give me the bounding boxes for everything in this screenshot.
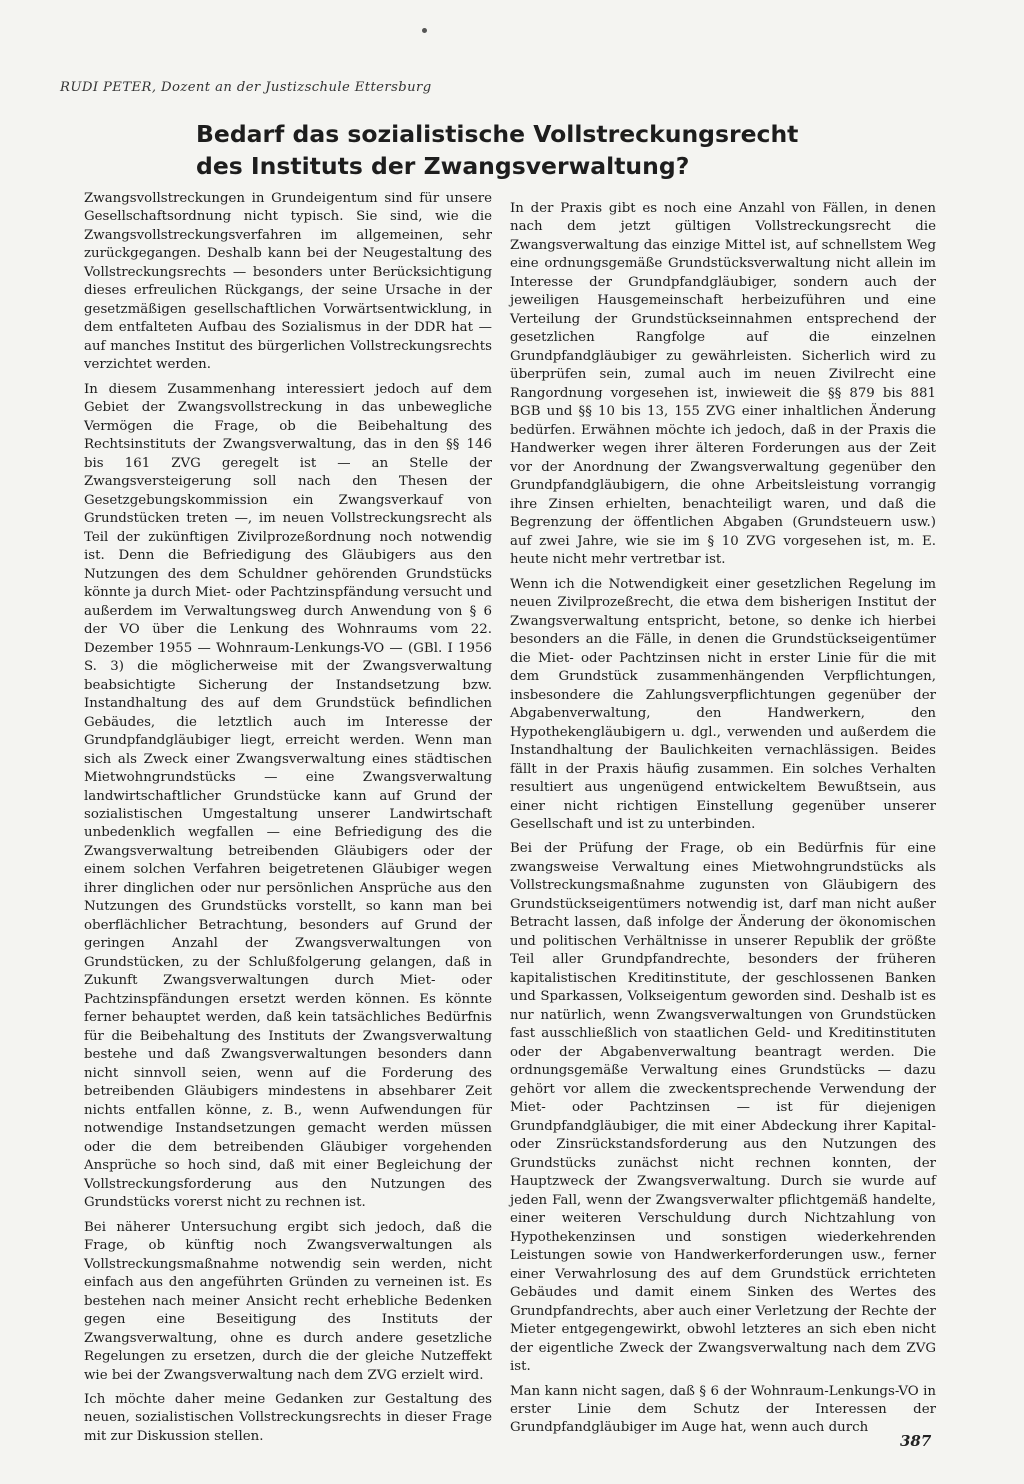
- right-column: [510, 200, 936, 1444]
- author-line: RUDI PETER, Dozent an der Justizschule Ettersburg: [60, 80, 432, 95]
- paragraph: In diesem Zusammenhang interessiert jedoch auf dem Gebiet der Zwangsvollstreckung in das unbewegliche Vermögen die Frage, ob die Beibehaltung des Rechtsinstituts der Zwangsverwaltung, das in den §§ 146 bis 161 ZVG geregelt ist — an Stelle der Zwangsversteigerung soll nach den Thesen der Gesetzgebungskommission ein Zwangsverkauf von Grundstücken treten —, im neuen Vollstreckungsrecht als Teil der zukünftigen Zivilprozeßordnung noch notwendig ist. Denn die Befriedigung des Gläubigers aus den Nutzungen des dem Schuldner gehörenden Grundstücks könnte ja durch Miet- oder Pachtzinspfändung versucht und außerdem im Verwaltungsweg durch Anwendung von § 6 der VO über die Lenkung des Wohnraums vom 22. Dezember 1955 — Wohnraum-Lenkungs-VO — (GBl. I 1956 S. 3) die möglicherweise mit der Zwangsverwaltung beabsichtigte Sicherung der Instandsetzung bzw. Instandhaltung des auf dem Grundstück befindlichen Gebäudes, die letztlich auch im Interesse der Grundpfandgläubiger liegt, erreicht werden. Wenn man sich als Zweck einer Zwangsverwaltung eines städtischen Mietwohngrundstücks — eine Zwangsverwaltung landwirtschaftlicher Grundstücke kann auf Grund der sozialistischen Umgestaltung unserer Landwirtschaft unbedenklich wegfallen — eine Befriedigung des die Zwangsverwaltung betreibenden Gläubigers oder der einem solchen Verfahren beigetretenen Gläubiger wegen ihrer dinglichen oder nur persönlichen Ansprüche aus den Nutzungen des Grundstücks vorstellt, so kann man bei oberflächlicher Betrachtung, besonders auf Grund der geringen Anzahl der Zwangsverwaltungen von Grundstücken, zu der Schlußfolgerung gelangen, daß in Zukunft Zwangsverwaltungen durch Miet- oder Pachtzinspfändungen ersetzt werden können. Es könnte ferner behauptet werden, daß kein tatsächliches Bedürfnis für die Beibehaltung des Instituts der Zwangsverwaltung bestehe und daß Zwangsverwaltungen besonders dann nicht sinnvoll seien, wenn auf die Forderung des betreibenden Gläubigers mindestens in absehbarer Zeit nichts entfallen könne, z. B., wenn Aufwendungen für notwendige Instandsetzungen gemacht werden müssen oder die dem betreibenden Gläubiger vorgehenden Ansprüche so hoch sind, daß mit einer Begleichung der Vollstreckungsforderung aus den Nutzungen des Grundstücks vorerst nicht zu rechnen ist.: [84, 381, 492, 1211]
- paragraph: Bei der Prüfung der Frage, ob ein Bedürfnis für eine zwangsweise Verwaltung eines Mietwohngrundstücks als Vollstreckungsmaßnahme zugunsten von Gläubigern des Grundstückseigentümers notwendig ist, darf man nicht außer Betracht lassen, daß infolge der Änderung der ökonomischen und politischen Verhältnisse in unserer Republik der größte Teil aller Grundpfandrechte, besonders der früheren kapitalistischen Kreditinstitute, der geschlossenen Banken und Sparkassen, Volkseigentum geworden sind. Deshalb ist es nur natürlich, wenn Zwangsverwaltungen von Grundstücken fast ausschließlich von staatlichen Geld- und Kreditinstituten oder der Abgabenverwaltung beantragt werden. Die ordnungsgemäße Verwaltung eines Grundstücks — dazu gehört vor allem die zweckentsprechende Verwendung der Miet- oder Pachtzinsen — ist für diejenigen Grundpfandgläubiger, die mit einer Abdeckung ihrer Kapital- oder Zinsrückstandsforderung aus den Nutzungen des Grundstücks zunächst nicht rechnen konnten, der Hauptzweck der Zwangsverwaltung. Durch sie wurde auf jeden Fall, wenn der Zwangsverwalter pflichtgemäß handelte, einer weiteren Verschuldung durch Nichtzahlung von Hypothekenzinsen und sonstigen wiederkehrenden Leistungen sowie von Handwerkerforderungen usw., ferner einer Verwahrlosung des auf dem Grundstück errichteten Gebäudes und damit einem Sinken des Wertes des Grundpfandrechts, aber auch einer Verletzung der Rechte der Mieter entgegengewirkt, obwohl letzteres an sich eben nicht der eigentliche Zweck der Zwangsverwaltung nach dem ZVG ist.: [510, 841, 936, 1375]
- article-title: [196, 118, 816, 182]
- paragraph: Zwangsvollstreckungen in Grundeigentum sind für unsere Gesellschaftsordnung nicht typisch. Sie sind, wie die Zwangsvollstreckungsverfahren im allgemeinen, sehr zurückgegangen. Deshalb kann bei der Neugestaltung des Vollstreckungsrechts — besonders unter Berücksichtigung dieses erfreulichen Rückgangs, der seine Ursache in der gesetzmäßigen gesellschaftlichen Vorwärtsentwicklung, in dem entfalteten Aufbau des Sozialismus in der DDR hat — auf manches Institut des bürgerlichen Vollstreckungsrechts verzichtet werden.: [84, 191, 492, 373]
- paragraph: Wenn ich die Notwendigkeit einer gesetzlichen Regelung im neuen Zivilprozeßrecht, die etwa dem bisherigen Institut der Zwangsverwaltung entspricht, betone, so denke ich hierbei besonders an die Fälle, in denen die Grundstückseigentümer die Miet- oder Pachtzinsen nicht in erster Linie für die mit dem Grundstück zusammenhängenden Verpflichtungen, insbesondere die Zahlungsverpflichtungen gegenüber der Abgabenverwaltung, den Handwerkern, den Hypothekengläubigern u. dgl., verwenden und außerdem die Instandhaltung der Baulichkeiten vernachlässigen. Beides fällt in der Praxis häufig zusammen. Ein solches Verhalten resultiert aus ungenügend entwickeltem Bewußtsein, aus einer nicht richtigen Einstellung gegenüber unserer Gesellschaft und ist zu unterbinden.: [510, 576, 936, 832]
- print-speck: [422, 28, 427, 33]
- title-line-1: Bedarf das sozialistische Vollstreckungsrecht: [196, 120, 799, 148]
- paragraph: In der Praxis gibt es noch eine Anzahl von Fällen, in denen nach dem jetzt gültigen Vollstreckungsrecht die Zwangsverwaltung das einzige Mittel ist, auf schnellstem Weg eine ordnungsgemäße Grundstücksverwaltung nicht allein im Interesse der Grundpfandgläubiger, sondern auch der jeweiligen Hausgemeinschaft herbeizuführen und eine Verteilung der Grundstückseinnahmen entsprechend der gesetzlichen Rangfolge auf die einzelnen Grundpfandgläubiger zu gewährleisten. Sicherlich wird zu überprüfen sein, zumal auch im neuen Zivilrecht eine Rangordnung vorgesehen ist, inwieweit die §§ 879 bis 881 BGB und §§ 10 bis 13, 155 ZVG einer inhaltlichen Änderung bedürfen. Erwähnen möchte ich jedoch, daß in der Praxis die Handwerker wegen ihrer älteren Forderungen aus der Zeit vor der Anordnung der Zwangsverwaltung gegenüber den Grundpfandgläubigern, die ohne Arbeitsleistung vorrangig ihre Zinsen erhielten, benachteiligt waren, und daß die Begrenzung der öffentlichen Abgaben (Grundsteuern usw.) auf zwei Jahre, wie sie im § 10 ZVG vorgesehen ist, m. E. heute nicht mehr vertretbar ist.: [510, 201, 936, 568]
- left-column: [84, 190, 492, 1452]
- paragraph: Bei näherer Untersuchung ergibt sich jedoch, daß die Frage, ob künftig noch Zwangsverwaltungen als Vollstreckungsmaßnahme notwendig sein werden, nicht einfach aus den angeführten Gründen zu verneinen ist. Es bestehen nach meiner Ansicht recht erhebliche Bedenken gegen eine Beseitigung des Instituts der Zwangsverwaltung, ohne es durch andere gesetzliche Regelungen zu ersetzen, durch die der gleiche Nutzeffekt wie bei der Zwangsverwaltung nach dem ZVG erzielt wird.: [84, 1219, 492, 1383]
- paragraph: Man kann nicht sagen, daß § 6 der Wohnraum-Lenkungs-VO in erster Linie dem Schutz der Interessen der Grundpfandgläubiger im Auge hat, wenn auch durch: [510, 1383, 936, 1436]
- title-line-2: des Instituts der Zwangsverwaltung?: [196, 152, 690, 180]
- page-number: 387: [900, 1432, 932, 1450]
- paragraph: Ich möchte daher meine Gedanken zur Gestaltung des neuen, sozialistischen Vollstreckungsrechts in dieser Frage mit zur Diskussion stellen.: [84, 1392, 492, 1444]
